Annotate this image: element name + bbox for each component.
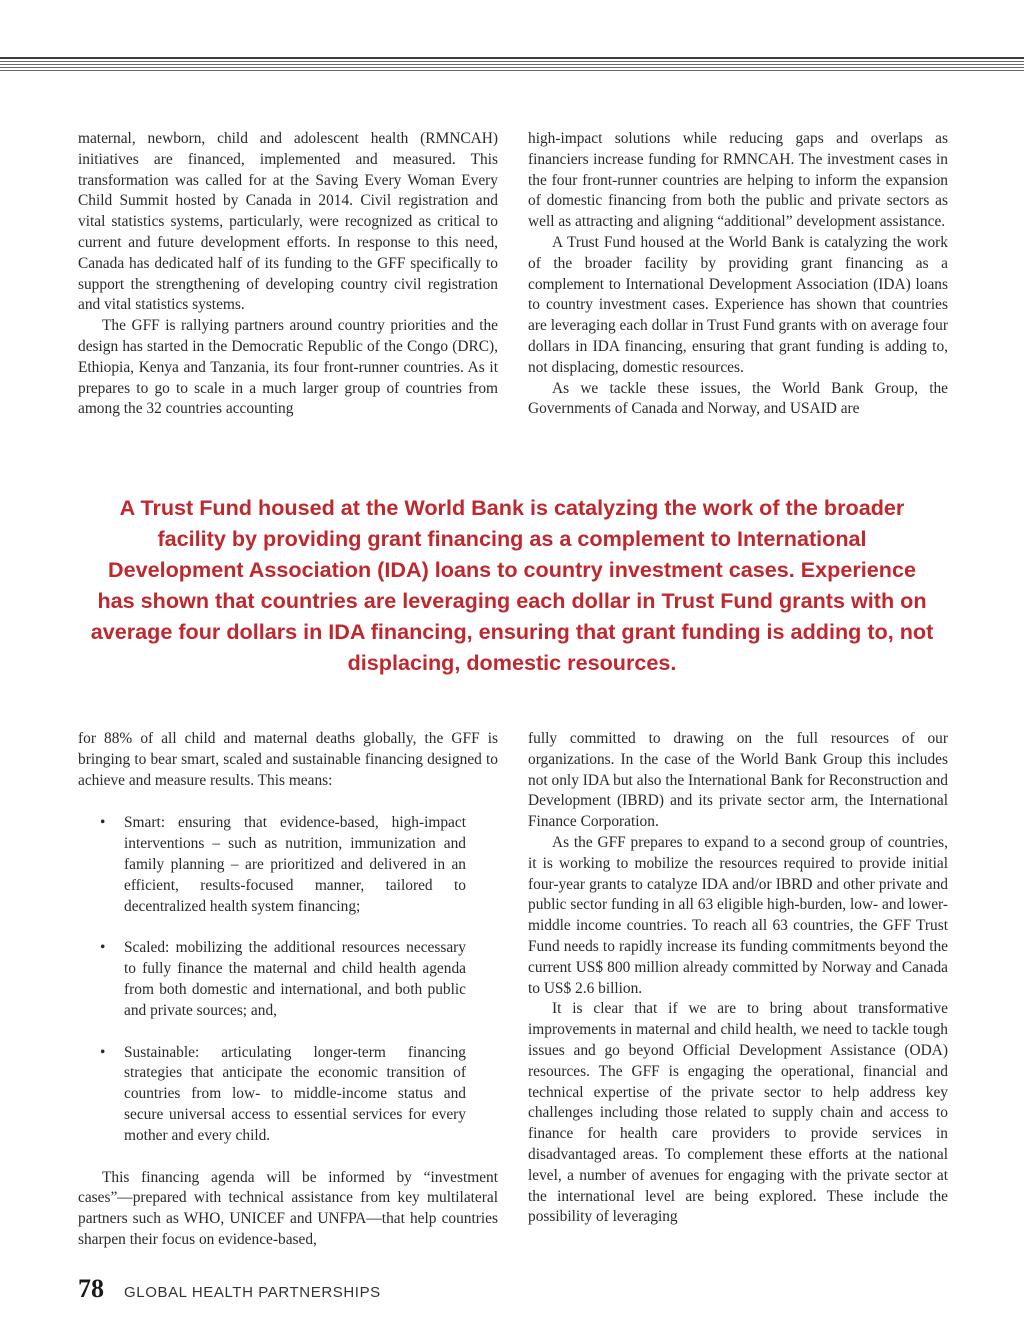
paragraph: As we tackle these issues, the World Bank Group, the Governments of Canada and Norway, and USAID are	[528, 379, 948, 418]
running-head: GLOBAL HEALTH PARTNERSHIPS	[124, 1284, 381, 1301]
bullet-icon: •	[100, 814, 106, 832]
bottom-left-column	[78, 729, 498, 1251]
list-item-text: Scaled: mobilizing the additional resources necessary to fully finance the maternal and child health agenda from both domestic and international, and both public and private sources; and,	[124, 939, 466, 1019]
page-footer	[78, 1274, 381, 1304]
header-rule	[0, 61, 1024, 62]
paragraph: fully committed to drawing on the full resources of our organizations. In the case of the World Bank Group this includes not only IDA but also the International Bank for Reconstruction and Development (IBRD) and its private sector arm, the International Finance Corporation.	[528, 730, 948, 831]
page-number: 78	[78, 1274, 104, 1303]
paragraph: maternal, newborn, child and adolescent health (RMNCAH) initiatives are financed, implemented and measured. This transformation was called for at the Saving Every Woman Every Child Summit hosted by Canada in 2014. Civil registration and vital statistics systems, particularly, were recognized as critical to current and future development efforts. In response to this need, Canada has dedicated half of its funding to the GFF specifically to support the strengthening of developing country civil registration and vital statistics systems.	[78, 130, 498, 314]
paragraph: The GFF is rallying partners around country priorities and the design has started in the Democratic Republic of the Congo (DRC), Ethiopia, Kenya and Tanzania, its four front-runner countries. As it prepares to go to scale in a much larger group of countries from among the 32 countries accounting	[78, 317, 498, 418]
header-rule	[0, 67, 1024, 68]
paragraph: It is clear that if we are to bring about transformative improvements in maternal and child health, we need to tackle tough issues and go beyond Official Development Assistance (ODA) resources. The GFF is engaging the operational, financial and technical expertise of the private sector to help address key challenges including those related to supply chain and access to finance for health care providers to provide services in disadvantaged areas. To complement these efforts at the national level, a number of avenues for engaging with the private sector at the international level are being explored. These include the possibility of leveraging	[528, 1000, 948, 1226]
paragraph: A Trust Fund housed at the World Bank is catalyzing the work of the broader facility by providing grant financing as a complement to International Development Association (IDA) loans to country investment cases. Experience has shown that countries are leveraging each dollar in Trust Fund grants with on average four dollars in IDA financing, ensuring that grant funding is adding to, not displacing, domestic resources.	[528, 233, 948, 376]
header-rules	[0, 57, 1024, 73]
list-item	[78, 813, 466, 917]
pull-quote: A Trust Fund housed at the World Bank is catalyzing the work of the broader facility by providing grant financing as a complement to International Development Association (IDA) loans to country investment cases. Experience has shown that countries are leveraging each dollar in Trust Fund grants with on average four dollars in IDA financing, ensuring that grant funding is adding to, not displacing, domestic resources.	[90, 495, 934, 675]
list-item-text: Sustainable: articulating longer-term financing strategies that anticipate the economic transition of countries from low- to middle-income status and secure universal access to essential services for every mother and every child.	[124, 1043, 466, 1144]
list-item	[78, 1043, 466, 1147]
paragraph: As the GFF prepares to expand to a second group of countries, it is working to mobilize the resources required to provide initial four-year grants to catalyze IDA and/or IBRD and other private and public sector funding in all 63 eligible high-burden, low- and lower-middle income countries. To reach all 63 countries, the GFF Trust Fund needs to rapidly increase its funding commitments beyond the current US$ 800 million already committed by Norway and Canada to US$ 2.6 billion.	[528, 833, 948, 997]
list-item	[78, 938, 466, 1021]
top-left-column	[78, 129, 498, 420]
paragraph: This financing agenda will be informed by “investment cases”—prepared with technical assistance from key multilateral partners such as WHO, UNICEF and UNFPA—that help countries sharpen their focus on evidence-based,	[78, 1168, 498, 1248]
bottom-right-column	[528, 729, 948, 1228]
bullet-icon: •	[100, 939, 106, 957]
list-item-text: Smart: ensuring that evidence-based, high-impact interventions – such as nutrition, immunization and family planning – are prioritized and delivered in an efficient, results-focused manner, tailored to decentralized health system financing;	[124, 814, 466, 915]
bullet-list	[78, 813, 466, 1146]
top-right-column	[528, 129, 948, 420]
header-rule	[0, 64, 1024, 65]
bullet-icon: •	[100, 1043, 106, 1061]
header-rule	[0, 70, 1024, 71]
header-rule	[0, 57, 1024, 59]
paragraph: for 88% of all child and maternal deaths globally, the GFF is bringing to bear smart, scaled and sustainable financing designed to achieve and measure results. This means:	[78, 730, 498, 789]
paragraph: high-impact solutions while reducing gaps and overlaps as financiers increase funding for RMNCAH. The investment cases in the four front-runner countries are helping to inform the expansion of domestic financing from both the public and private sectors as well as attracting and aligning “additional” development assistance.	[528, 130, 948, 231]
